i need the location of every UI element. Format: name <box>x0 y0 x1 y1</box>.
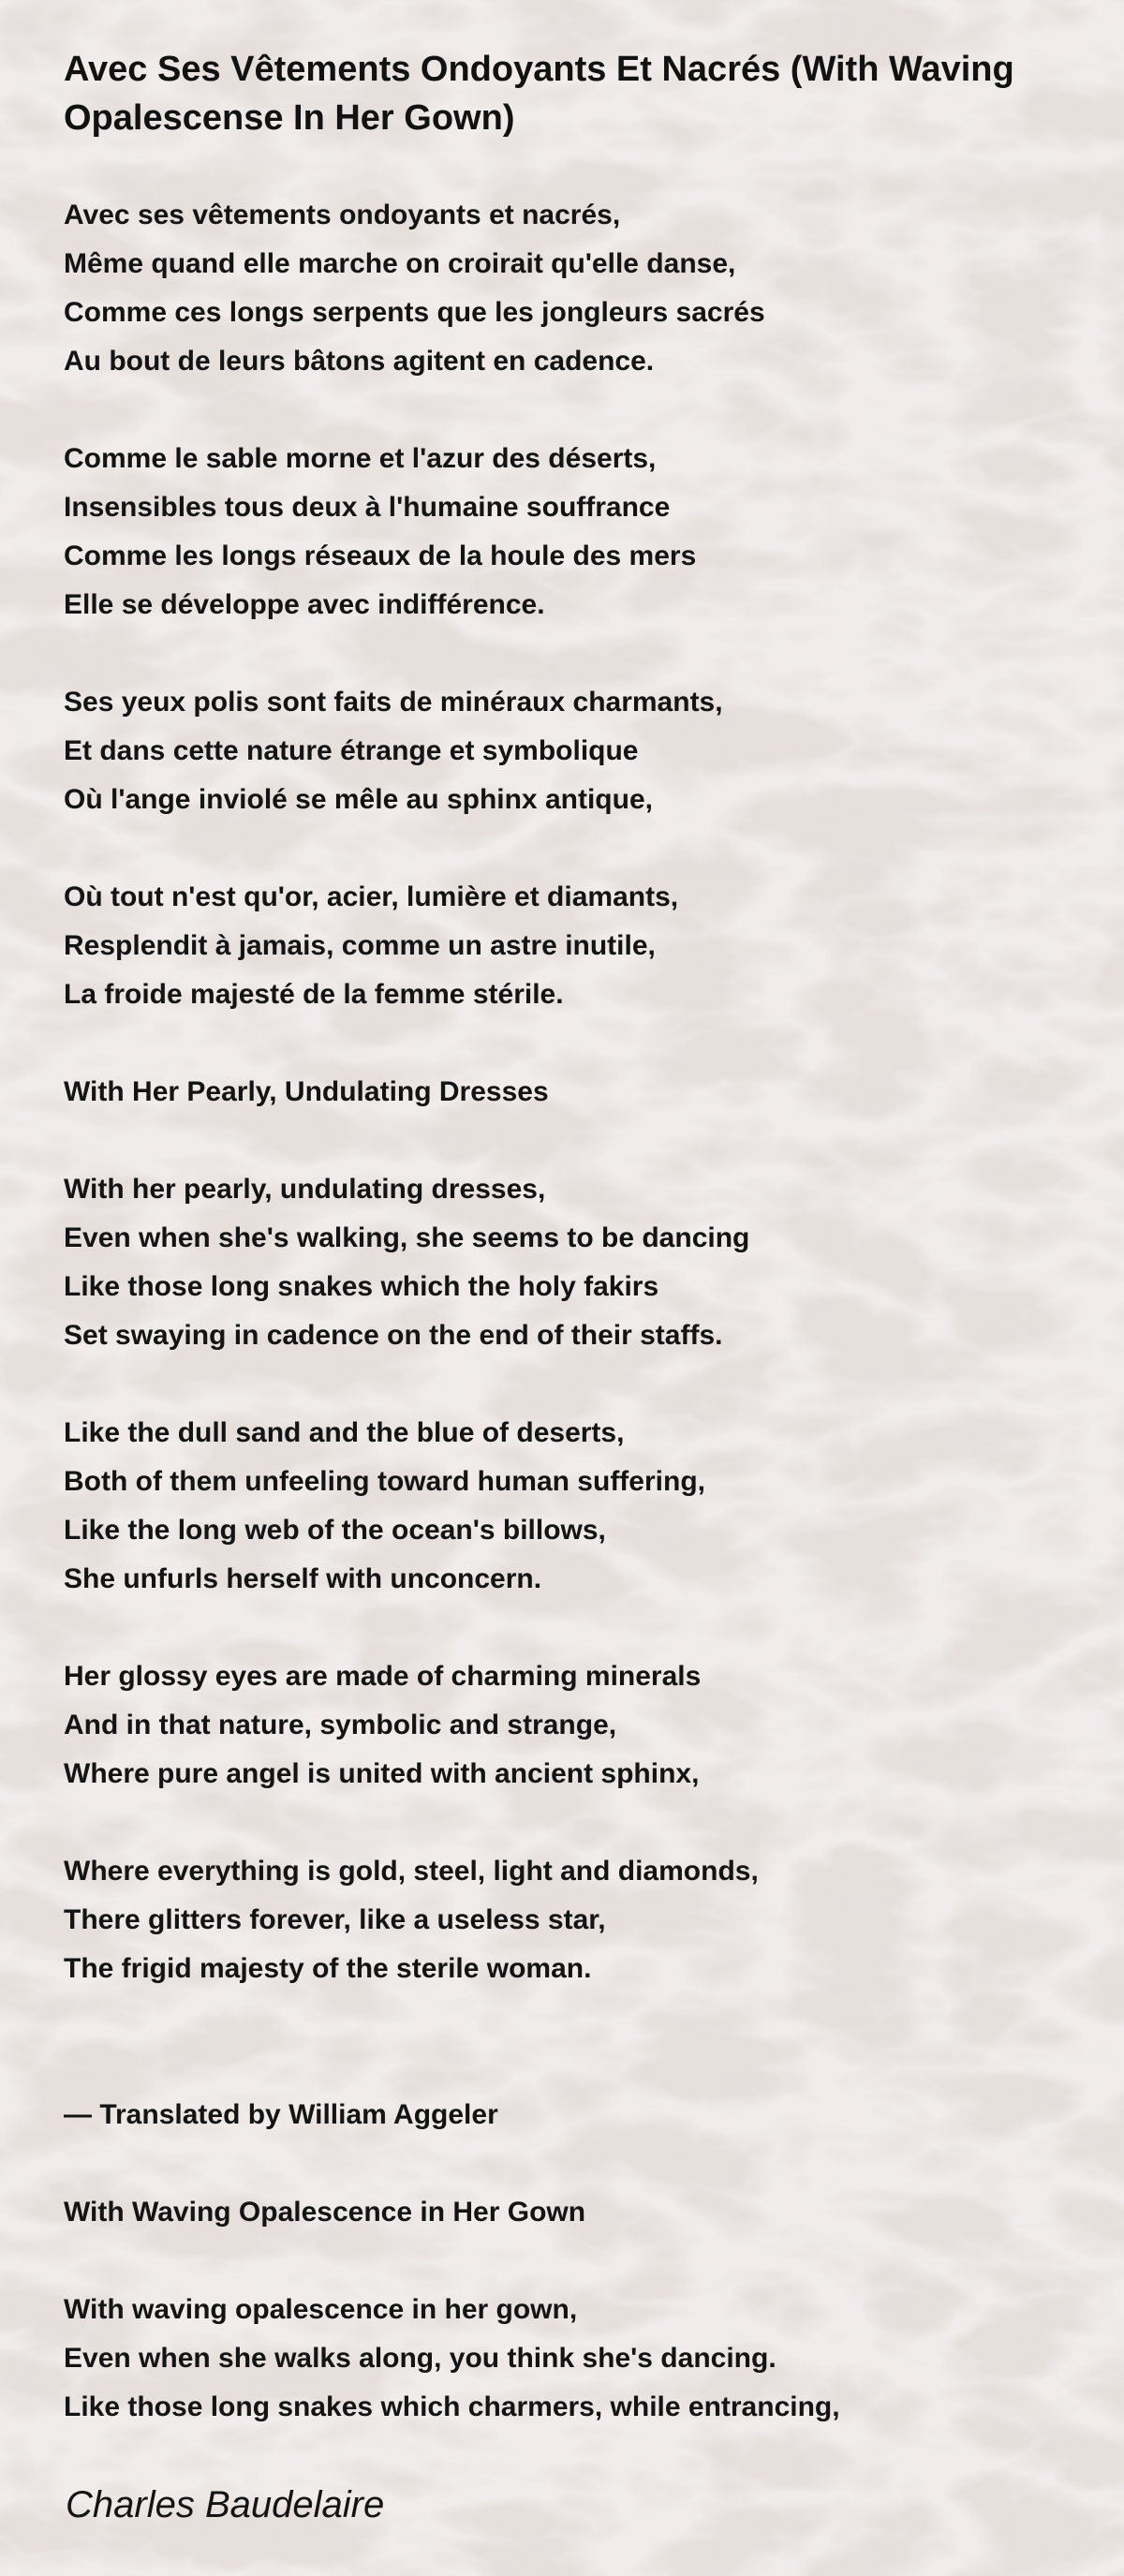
poem-line: Comme les longs réseaux de la houle des mers <box>64 540 697 571</box>
poem-line: Même quand elle marche on croirait qu'elle danse, <box>64 248 736 279</box>
poem-line: Insensibles tous deux à l'humaine souffrance <box>64 492 671 523</box>
poem-line: Comme le sable morne et l'azur des déserts, <box>64 443 657 474</box>
stanza <box>64 1409 1075 1604</box>
poem-title: Avec Ses Vêtements Ondoyants Et Nacrés (With Waving Opalescense In Her Gown) <box>64 50 1014 138</box>
poem-line: Her glossy eyes are made of charming minerals <box>64 1661 702 1692</box>
poem-line: With waving opalescence in her gown, <box>64 2294 578 2325</box>
poem-line: Like those long snakes which charmers, while entrancing, <box>64 2391 840 2422</box>
poem-line: La froide majesté de la femme stérile. <box>64 979 564 1010</box>
poem-line: Comme ces longs serpents que les jongleurs sacrés <box>64 297 765 328</box>
translation-heading <box>64 1068 1075 1117</box>
poem-line: With Her Pearly, Undulating Dresses <box>64 1076 549 1107</box>
poem-line: The frigid majesty of the sterile woman. <box>64 1953 592 1984</box>
poem-line: Au bout de leurs bâtons agitent en cadence. <box>64 346 655 377</box>
poem-line: Even when she walks along, you think she's dancing. <box>64 2343 776 2374</box>
stanza <box>64 873 1075 1019</box>
poem-line: Like the long web of the ocean's billows, <box>64 1515 606 1546</box>
poem-line: Both of them unfeeling toward human suffering, <box>64 1466 705 1497</box>
stanza <box>64 1165 1075 1360</box>
poem-line: — Translated by William Aggeler <box>64 2099 498 2130</box>
poem-line: Like the dull sand and the blue of deserts, <box>64 1417 625 1448</box>
poem-line: Elle se développe avec indifférence. <box>64 589 545 620</box>
poem-line: And in that nature, symbolic and strange, <box>64 1710 617 1740</box>
poem-line: She unfurls herself with unconcern. <box>64 1563 542 1594</box>
stanza <box>64 2286 1075 2432</box>
stanza <box>64 1847 1075 1993</box>
translator-credit <box>64 2091 1075 2139</box>
poem-line: Et dans cette nature étrange et symbolique <box>64 735 639 766</box>
poem-line: With her pearly, undulating dresses, <box>64 1174 546 1205</box>
poem-line: There glitters forever, like a useless star, <box>64 1904 606 1935</box>
stanza <box>64 435 1075 629</box>
poem-line: Ses yeux polis sont faits de minéraux charmants, <box>64 687 723 718</box>
stanza <box>64 191 1075 386</box>
stanza <box>64 678 1075 824</box>
poem-line: Where everything is gold, steel, light and diamonds, <box>64 1856 759 1887</box>
translation-heading <box>64 2188 1075 2237</box>
poem-line: Like those long snakes which the holy fakirs <box>64 1271 659 1302</box>
poem-line: Avec ses vêtements ondoyants et nacrés, <box>64 200 621 230</box>
poem-line: Set swaying in cadence on the end of their staffs. <box>64 1320 723 1351</box>
poem-body <box>64 191 1075 2480</box>
poem-author: Charles Baudelaire <box>66 2484 385 2525</box>
poem-line: Even when she's walking, she seems to be dancing <box>64 1222 750 1253</box>
poem-line: With Waving Opalescence in Her Gown <box>64 2197 586 2228</box>
poem-line: Where pure angel is united with ancient sphinx, <box>64 1758 700 1789</box>
poem-line: Resplendit à jamais, comme un astre inutile, <box>64 930 656 961</box>
poem-line: Où tout n'est qu'or, acier, lumière et diamants, <box>64 881 679 912</box>
poem-line: Où l'ange inviolé se mêle au sphinx antique, <box>64 784 653 815</box>
stanza <box>64 1652 1075 1799</box>
